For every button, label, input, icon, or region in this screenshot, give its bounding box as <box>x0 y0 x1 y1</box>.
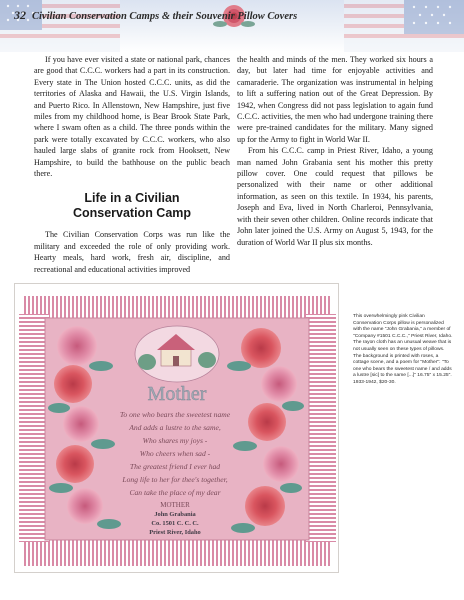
place-line: Priest River, Idaho <box>149 529 201 536</box>
photo-caption: This overwhelmingly pink Civilian Conservation Corps pillow is personalized with the name "John Grabania," a member of "Company #1501 C.C.C.," Priest River, Idaho. The rayon cloth has an unusual weave that is not usually seen on these types of pillows. The background is printed with roses, a cottage scene, and a poem for "Mother": "To one who bears the sweetest name / and adds a lustre [sic] to the same [...]" 16.75" x 15.25". 1933-1942, $20-30. <box>353 314 453 385</box>
pillow-photo <box>15 284 340 574</box>
section-heading <box>34 191 230 221</box>
poem-line-3: Who shares my joys - <box>142 436 208 445</box>
company-line: Co. 1501 C. C. C. <box>151 520 199 527</box>
poem-line-1: To one who bears the sweetest name <box>119 410 231 419</box>
poem-line-4: Who cheers when sad - <box>139 449 211 458</box>
running-title: Civilian Conservation Camps & their Souvenir Pillow Covers <box>32 11 298 22</box>
header-band <box>0 0 464 52</box>
section-heading-line-2: Conservation Camp <box>72 206 192 221</box>
right-column <box>237 54 433 248</box>
left-column <box>34 54 230 275</box>
right-paragraph-1: the health and minds of the men. They worked six hours a day, but later had time for enjoyable activities and camaraderie. The organization was instrumental in helping to lift a suffering nation out of the Great Depression. By 1942, when Congress did not pass legislation to again fund C.C.C. activities, the men who had undergone training there were pre-trained candidates for the military. Many signed up for the Army to fight in World War II. <box>237 55 433 144</box>
cottage-scene <box>135 326 219 382</box>
page-number: 32 <box>14 8 26 22</box>
poem-line-6: Long life to her for thee's together, <box>122 475 228 484</box>
running-header <box>14 8 297 23</box>
right-paragraph-2: From his C.C.C. camp in Priest River, Idaho, a young man named John Grabania sent his mother this pretty pillow cover. One could request that pillows be personalized with their name or other additional information, as seen on this textile. In 1934, his parents, Joseph and Eva, lived in North Charleroi, Pennsylvania, with their seven other children. Online records indicate that John later joined the U.S. Army on August 5, 1943, for the duration of World War II plus six months. <box>237 146 433 247</box>
poem-end: MOTHER <box>160 501 190 509</box>
name-line: John Grabania <box>154 511 196 518</box>
section-heading-line-1: Life in a Civilian <box>84 191 180 206</box>
poem-line-7: Can take the place of my dear <box>129 488 221 497</box>
left-paragraph-2: The Civilian Conservation Corps was run like the military and exceeded the role of only providing work. Hearty meals, hard work, fresh air, discipline, and recreational and educational activities improved <box>34 230 230 274</box>
poem-line-5: The greatest friend I ever had <box>129 462 221 471</box>
left-paragraph-1: If you have ever visited a state or national park, chances are good that C.C.C. workers had a part in its construction. Every state in The Union hosted C.C.C. units, as did the territories of Alaska and Hawaii, the U.S. Virgin Islands, and Puerto Rico. In Allenstown, New Hampshire, just five miles from my childhood home, is Bear Brook State Park, where I swam often as a child. The three ponds within the park were totally excavated by C.C.C. workers, who also hauled large slabs of granite rock from Hooksett, New Hampshire, to build the bathhouse on the public beach there. <box>34 55 230 179</box>
flag-decoration-right <box>344 0 464 52</box>
mother-label: Mother <box>147 383 207 405</box>
poem-line-2: And adds a lustre to the same, <box>129 423 221 432</box>
pillow-photo-frame <box>14 283 339 573</box>
